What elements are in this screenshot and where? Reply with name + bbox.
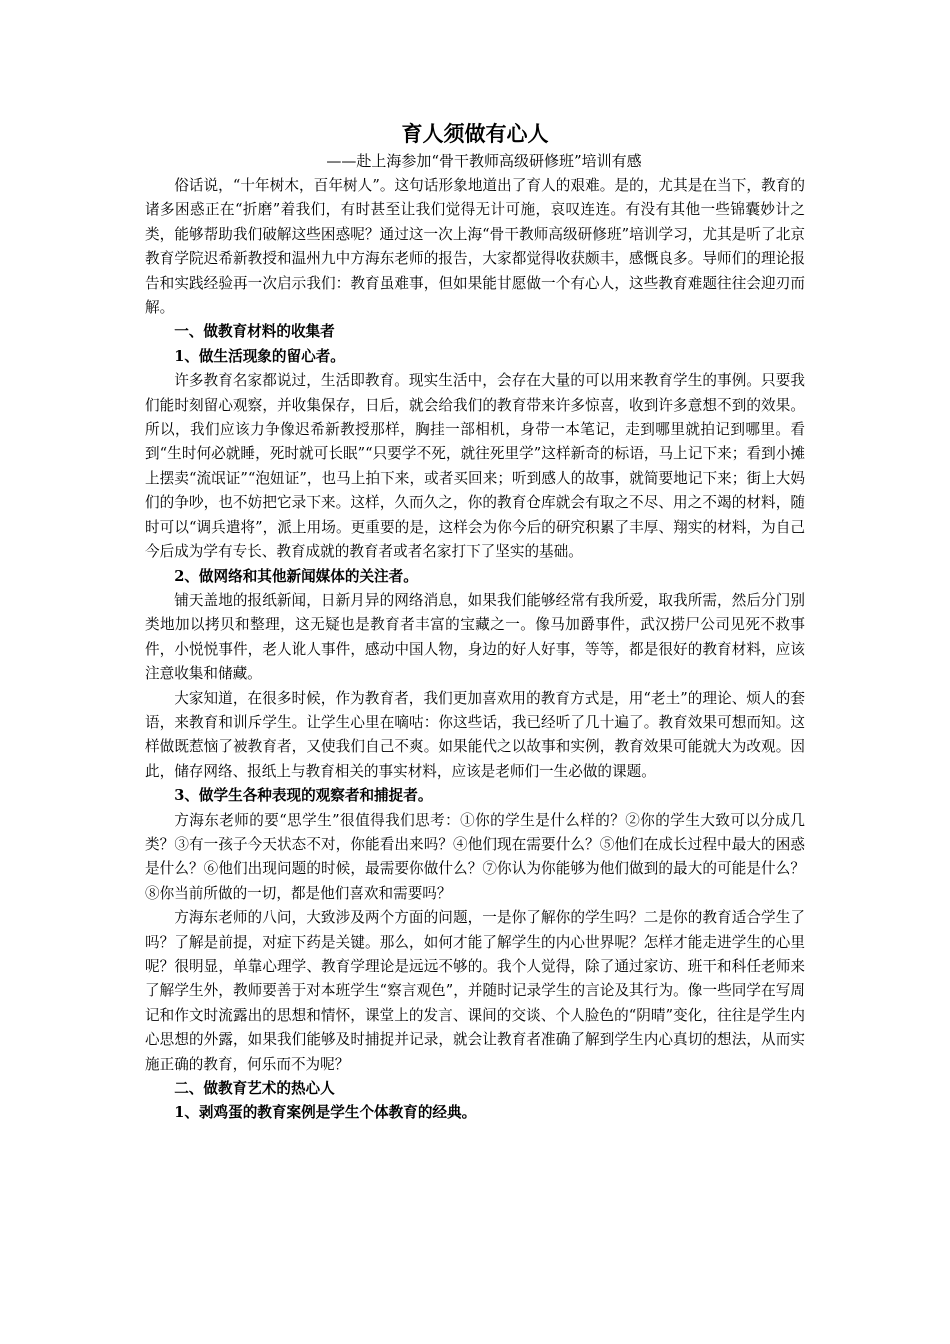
body-paragraph: 俗话说，“十年树木，百年树人”。这句话形象地道出了育人的艰难。是的，尤其是在当下，教育的诸多困惑正在“折磨”着我们，有时甚至让我们觉得无计可施，哀叹连连。有没有其他一些锦囊妙计之类，能够帮助我们破解这些困惑呢？通过这一次上海“骨干教师高级研修班”培训学习，尤其是听了北京教育学院迟希新教授和温州九中方海东老师的报告，大家都觉得收获颇丰，感慨良多。导师们的理论报告和实践经验再一次启示我们：教育虽难事，但如果能甘愿做一个有心人，这些教育难题往往会迎刃而解。 — [145, 177, 805, 317]
section-heading: 二、做教育艺术的热心人 — [174, 1080, 335, 1098]
section-heading: 1、做生活现象的留心者。 — [174, 347, 345, 365]
section-heading: 一、做教育材料的收集者 — [174, 323, 335, 341]
body-paragraph: 方海东老师的要“思学生”很值得我们思考：①你的学生是什么样的？②你的学生大致可以分成几类？③有一孩子今天状态不对，你能看出来吗？④他们现在需要什么？⑤他们在成长过程中最大的困惑是什么？⑥他们出现问题的时候，最需要你做什么？⑦你认为你能够为他们做到的最大的可能是什么？⑧你当前所做的一切，都是他们喜欢和需要吗？ — [145, 811, 805, 902]
section-heading: 2、做网络和其他新闻媒体的关注者。 — [174, 567, 418, 585]
section-heading: 1、剥鸡蛋的教育案例是学生个体教育的经典。 — [174, 1104, 477, 1122]
document-body — [145, 118, 805, 1126]
section-heading: 3、做学生各种表现的观察者和捕捉者。 — [174, 787, 433, 805]
body-paragraph: 大家知道，在很多时候，作为教育者，我们更加喜欢用的教育方式是，用“老土”的理论、烦人的套语，来教育和训斥学生。让学生心里在嘀咕：你这些话，我已经听了几十遍了。教育效果可想而知。这样做既惹恼了被教育者，又使我们自己不爽。如果能代之以故事和实例，教育效果可能就大为改观。因此，储存网络、报纸上与教育相关的事实材料，应该是老师们一生必做的课题。 — [145, 689, 805, 780]
document-subtitle: ——赴上海参加“骨干教师高级研修班”培训有感 — [326, 152, 642, 170]
body-paragraph: 铺天盖地的报纸新闻，日新月异的网络消息，如果我们能够经常有我所爱，取我所需，然后分门别类地加以拷贝和整理，这无疑也是教育者丰富的宝藏之一。像马加爵事件，武汉捞尸公司见死不救事件，小悦悦事件，老人讹人事件，感动中国人物，身边的好人好事，等等，都是很好的教育材料，应该注意收集和储藏。 — [145, 591, 805, 683]
document-title: 育人须做有心人 — [401, 121, 549, 146]
body-paragraph: 许多教育名家都说过，生活即教育。现实生活中，会存在大量的可以用来教育学生的事例。只要我们能时刻留心观察，并收集保存，日后，就会给我们的教育带来许多惊喜，收到许多意想不到的效果。所以，我们应该力争像迟希新教授那样，胸挂一部相机，身带一本笔记，走到哪里就拍记到哪里。看到“生时何必就睡，死时就可长眠”“只要学不死，就往死里学”这样新奇的标语，马上记下来；看到小摊上摆卖“流氓证”“泡妞证”，也马上拍下来，或者买回来；听到感人的故事，就简要地记下来；街上大妈们的争吵，也不妨把它录下来。这样，久而久之，你的教育仓库就会有取之不尽、用之不竭的材料，随时可以“调兵遣将”，派上用场。更重要的是，这样会为你今后的研究积累了丰厚、翔实的材料，为自己今后成为学有专长、教育成就的教育者或者名家打下了坚实的基础。 — [145, 372, 805, 561]
document-blocks — [145, 174, 805, 1126]
body-paragraph: 方海东老师的八问，大致涉及两个方面的问题，一是你了解你的学生吗？二是你的教育适合学生了吗？了解是前提，对症下药是关键。那么，如何才能了解学生的内心世界呢？怎样才能走进学生的心里呢？很明显，单靠心理学、教育学理论是远远不够的。我个人觉得，除了通过家访、班干和科任老师来了解学生外，教师要善于对本班学生“察言观色”，并随时记录学生的言论及其行为。像一些同学在写周记和作文时流露出的思想和情怀，课堂上的发言、课间的交谈、个人脸色的“阴晴”变化，往往是学生内心思想的外露，如果我们能够及时捕捉并记录，就会让教育者准确了解到学生内心真切的想法，从而实施正确的教育，何乐而不为呢？ — [145, 909, 805, 1073]
